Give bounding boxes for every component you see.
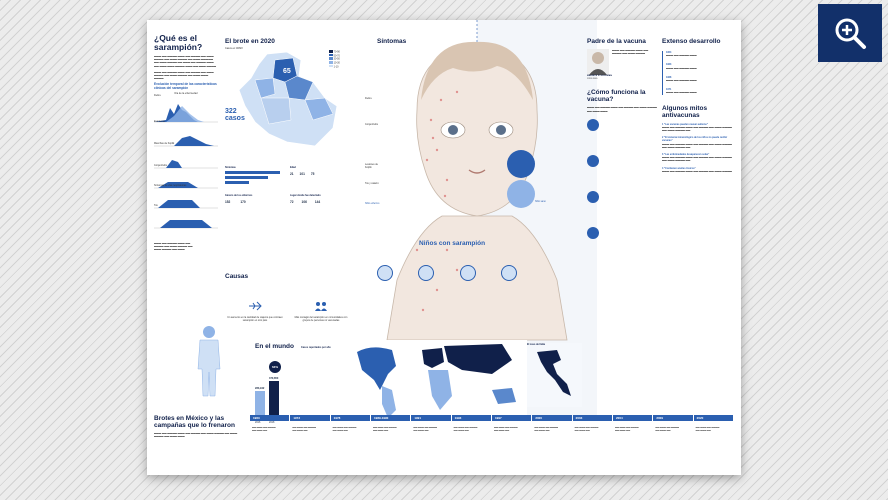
timeline-note: ▬▬ ▬▬▬ ▬▬ ▬▬▬▬ ▬▬ ▬▬▬ ▬▬ [252, 427, 276, 432]
brain-icon [418, 265, 434, 281]
timeline-year: 1963 [253, 416, 260, 420]
brote-title: El brote en 2020 [225, 38, 275, 45]
timeline-year: 1989-1990 [374, 416, 389, 420]
cause-item [291, 298, 351, 322]
row-label: Manchas de Koplik [154, 142, 175, 145]
case-count: 322 casos [225, 108, 245, 122]
stat-label: Edad [290, 166, 296, 169]
padre-years: 1919-2005 [587, 78, 598, 81]
stat-bar [225, 171, 280, 174]
legend-entry: 10-30 [329, 61, 351, 65]
stat-bar [225, 176, 268, 179]
virus-icon [377, 265, 393, 281]
italy-title: El caso de Italia [527, 343, 545, 346]
map-legend-label: Casos en CDMX [225, 47, 243, 50]
bottom-title: Brotes en México y las campañas que lo frenaron [154, 415, 235, 429]
map-legend [329, 50, 351, 69]
timeline-year: 2004 [616, 416, 623, 420]
timeline-year: 1991 [414, 416, 422, 420]
italy-panel [527, 343, 582, 407]
infection-icons [377, 265, 517, 281]
stat-block: Género de los enfermos 152 170 [225, 194, 286, 204]
legend-entry: 1-10 [329, 65, 351, 69]
timeline-year: 2003 [575, 416, 583, 420]
world-title: En el mundo [255, 343, 294, 350]
ear-icon [501, 265, 517, 281]
extenso-year: 1968 [666, 75, 672, 79]
extenso-section [662, 38, 736, 173]
mito-heading: 3 "Las enfermedades desaparecen solas" [662, 153, 710, 157]
stat-block: Lugar donde fue detectado 72 106 144 [290, 194, 351, 204]
airplane-icon [248, 301, 262, 311]
stat-block: Edad 21 101 75 [290, 166, 351, 184]
people-icon [314, 301, 328, 311]
que-es-paragraph: ▬▬▬ ▬▬ ▬▬▬▬ ▬▬▬ ▬▬ ▬▬▬▬ ▬▬ ▬▬▬ ▬▬▬▬ ▬▬ ▬▬▬ ▬▬▬▬ ▬▬ ▬▬▬ ▬▬▬▬▬ ▬▬ ▬▬▬ ▬▬▬▬ ▬▬ ▬▬▬ ▬▬ ▬▬▬▬ ▬▬▬ ▬▬ ▬▬▬ ▬▬▬ ▬▬▬▬ ▬▬▬ ▬▬ ▬▬▬ ▬▬▬▬ [154, 55, 217, 68]
legend-entry: 70-90 [329, 50, 351, 54]
world-map-graphic [352, 340, 527, 420]
step-circle [587, 227, 599, 239]
step-circle [587, 155, 599, 167]
bottom-text: ▬▬▬ ▬▬ ▬▬▬▬ ▬▬▬ ▬▬ ▬▬▬▬ ▬▬ ▬▬▬ ▬▬▬▬ ▬▬ ▬▬▬ ▬▬▬▬ ▬▬ ▬▬▬ ▬▬▬ [154, 432, 238, 439]
healthy-child-label: Niño sano [535, 200, 546, 203]
world-year: 2018 [269, 421, 275, 424]
row-label: Tos [154, 204, 158, 207]
causes-section [225, 273, 351, 322]
como-text: ▬▬▬ ▬▬ ▬▬▬▬ ▬▬▬ ▬▬ ▬▬▬▬ ▬▬ ▬▬▬ ▬▬▬▬ ▬▬ ▬▬▬ ▬▬▬ [587, 106, 657, 113]
padre-text: ▬▬▬ ▬▬ ▬▬▬▬ ▬▬▬ ▬▬ ▬▬▬▬ ▬▬ ▬▬▬ ▬▬▬▬ [612, 49, 649, 56]
timeline-year: 1973 [293, 416, 301, 420]
ninos-title: Niños con sarampión [419, 240, 486, 247]
world-year: 2016 [255, 421, 261, 424]
timeline-segment [331, 415, 370, 421]
mitos-list: 1 "Las vacunas pueden causar autismo" ▬▬▬ ▬▬ ▬▬▬▬ ▬▬▬ ▬▬ ▬▬▬▬ ▬▬ ▬▬▬ ▬▬▬▬ ▬▬ ▬▬▬ ▬▬▬▬ ▬▬ 2 "El sistema inmunológico de los niños no puede recibir vacunas" ▬▬▬ ▬▬ ▬▬▬▬ ▬▬▬ ▬▬ ▬▬▬▬ ▬▬ ▬▬▬ ▬▬▬▬ ▬▬ ▬▬▬ ▬▬▬▬ ▬▬ 3 "Las enfermedades desaparecen solas" ▬▬▬ ▬▬ ▬▬▬▬ ▬▬▬ ▬▬ ▬▬▬▬ ▬▬ ▬▬▬ ▬▬▬▬ ▬▬ ▬▬▬ ▬▬▬▬ ▬▬ 4 "Contienen aceites tóxicos" ▬▬▬ ▬▬ ▬▬▬▬ ▬▬▬ ▬▬ ▬▬▬▬ ▬▬ ▬▬▬ ▬▬▬▬ [662, 123, 736, 173]
timeline-segment [250, 415, 289, 421]
timeline-segment [613, 415, 652, 421]
timeline-notes [250, 427, 734, 467]
timeline-segment [290, 415, 329, 421]
timeline-segment [532, 415, 571, 421]
timeline-segment [653, 415, 692, 421]
timeline-year: 1978 [333, 416, 341, 420]
body-explainer: ▬▬▬ ▬▬ ▬▬▬▬ ▬▬▬ ▬▬ ▬▬▬▬ ▬▬ ▬▬▬ ▬▬▬▬ ▬▬ ▬▬▬ ▬▬▬▬ ▬▬ ▬▬▬ [154, 241, 193, 252]
timeline-note: ▬▬ ▬▬▬ ▬▬ ▬▬▬▬ ▬▬ ▬▬▬ ▬▬ [655, 427, 679, 432]
day-axis-label: Día de la enfermedad [174, 92, 198, 96]
sintomas-title: Síntomas [377, 38, 407, 45]
cause-item [225, 298, 285, 322]
timeline-note: ▬▬ ▬▬▬ ▬▬ ▬▬▬▬ ▬▬ ▬▬▬ ▬▬ [494, 427, 518, 432]
timeline-year: 2000 [535, 416, 543, 420]
stat-bar [225, 181, 249, 184]
symptom-label: Conjuntivitis [365, 123, 378, 126]
que-es-title: ¿Qué es el sarampión? [154, 33, 203, 52]
timeline-note: ▬▬ ▬▬▬ ▬▬ ▬▬▬▬ ▬▬ ▬▬▬ ▬▬ [574, 427, 599, 432]
que-es-section [154, 34, 218, 251]
body-figure-icon [194, 324, 224, 399]
timeline-segment [573, 415, 612, 421]
timeline-note: ▬▬ ▬▬▬ ▬▬ ▬▬▬▬ ▬▬ ▬▬▬ ▬▬ [534, 427, 558, 432]
timeline-segment [492, 415, 531, 421]
evolution-subtitle: Evolución temporal de las características clínicas del sarampión [154, 82, 217, 91]
timeline-year: 1993 [454, 416, 462, 420]
timeline-note: ▬▬ ▬▬▬ ▬▬ ▬▬▬▬ ▬▬ ▬▬▬ ▬▬ [615, 427, 639, 432]
world-bar-2018 [269, 381, 279, 419]
sick-child-label: Niño enfermo [365, 202, 380, 205]
stats-grid [225, 166, 351, 204]
timeline-segment [694, 415, 733, 421]
symptom-label: Fiebre [365, 97, 372, 100]
timeline-segment [452, 415, 491, 421]
timeline-note: ▬▬ ▬▬▬ ▬▬ ▬▬▬▬ ▬▬ ▬▬▬ ▬▬ [292, 427, 316, 432]
extenso-year: 1971 [666, 88, 672, 92]
timeline-note: ▬▬ ▬▬▬ ▬▬ ▬▬▬▬ ▬▬ ▬▬▬ ▬▬ [373, 427, 397, 432]
infographic-sheet [147, 20, 741, 475]
timeline-segment [371, 415, 410, 421]
symptom-label: Lesiones de Koplik [365, 163, 378, 170]
zoom-in-icon [833, 16, 867, 50]
como-title: ¿Cómo funciona la vacuna? [587, 89, 646, 104]
stat-label: Lugar donde fue detectado [290, 194, 321, 198]
timeline-year: 2009 [656, 416, 664, 420]
extenso-year: 1963 [666, 63, 672, 67]
row-label: Síntomas de vías respiratorias [154, 184, 187, 187]
timeline-note: ▬▬ ▬▬▬ ▬▬ ▬▬▬▬ ▬▬ ▬▬▬ ▬▬ [453, 427, 478, 432]
first-dose-circle [507, 150, 535, 178]
world-map [352, 340, 527, 420]
world-subtitle: Casos reportados por año [301, 346, 331, 349]
cause-text: Un aumento en la cantidad de viajeros que contraen sarampión en otro país [227, 316, 283, 323]
que-es-paragraph-2: ▬▬▬ ▬▬ ▬▬▬▬ ▬▬▬ ▬▬ ▬▬▬▬ ▬▬ ▬▬▬ ▬▬▬▬ ▬▬ ▬▬▬ ▬▬▬▬ ▬▬ ▬▬▬ ▬▬▬ ▬▬▬▬ [154, 70, 214, 81]
extenso-year: 1954 [666, 51, 672, 54]
timeline-year: 1997 [495, 416, 502, 420]
causes-title: Causas [225, 273, 249, 280]
hilleman-portrait [587, 49, 609, 75]
world-value: 283,942 [255, 387, 265, 390]
row-label: Conjuntivitis [154, 164, 167, 167]
bottom-section [154, 415, 734, 470]
mito-heading: 4 "Contienen aceites tóxicos" [662, 166, 696, 170]
stat-label: Género de los enfermos [225, 194, 253, 198]
padre-section [587, 38, 657, 263]
legend-entry: 30-50 [329, 57, 351, 61]
cause-text: Más contagio del sarampión en comunidades con grupos de personas no vacunadas [294, 316, 348, 323]
italy-map [527, 346, 582, 401]
padre-title: Padre de la vacuna [587, 38, 646, 45]
timeline-note: ▬▬ ▬▬▬ ▬▬ ▬▬▬▬ ▬▬ ▬▬▬ ▬▬ [695, 427, 720, 432]
zoom-button[interactable] [818, 4, 882, 62]
extenso-timeline: 1954 ▬▬▬ ▬▬ ▬▬▬▬ ▬▬▬ 1963 ▬▬▬ ▬▬ ▬▬▬▬ ▬▬▬ 1968 ▬▬▬ ▬▬ ▬▬▬▬ ▬▬▬ 1971 ▬▬▬ ▬▬ ▬▬▬▬ ▬▬▬ [662, 51, 736, 95]
world-value: 370,850 [269, 377, 279, 380]
percent-badge: 63% [269, 361, 281, 373]
extenso-title: Extenso desarrollo [662, 38, 721, 45]
row-label: Fiebre [154, 94, 161, 97]
row-label: Exantema [154, 120, 165, 123]
mito-heading: 1 "Las vacunas pueden causar autismo" [662, 122, 708, 126]
stat-label: Sintomas [225, 166, 236, 169]
second-dose-circle [507, 180, 535, 208]
legend-entry: 50-70 [329, 54, 351, 58]
lung-icon [460, 265, 476, 281]
step-circle [587, 119, 599, 131]
mito-heading: 2 "El sistema inmunológico de los niños no puede recibir vacunas" [662, 136, 728, 143]
symptom-label: Tos y catarro [365, 182, 379, 185]
big-number: 65 [283, 68, 291, 75]
mitos-title: Algunos mitos antivacunas [662, 104, 708, 119]
evolution-row-labels [154, 94, 218, 232]
bottom-timeline [250, 415, 734, 423]
timeline-segment [411, 415, 450, 421]
padre-name: MAURICE R. HILLEMAN [587, 75, 612, 77]
step-circle [587, 191, 599, 203]
stat-block [225, 166, 286, 184]
timeline-note: ▬▬ ▬▬▬ ▬▬ ▬▬▬▬ ▬▬ ▬▬▬ ▬▬ [332, 427, 357, 432]
vaccine-steps [587, 119, 657, 239]
timeline-note: ▬▬ ▬▬▬ ▬▬ ▬▬▬▬ ▬▬ ▬▬▬ ▬▬ [413, 427, 437, 432]
timeline-year: 2020 [696, 416, 704, 420]
